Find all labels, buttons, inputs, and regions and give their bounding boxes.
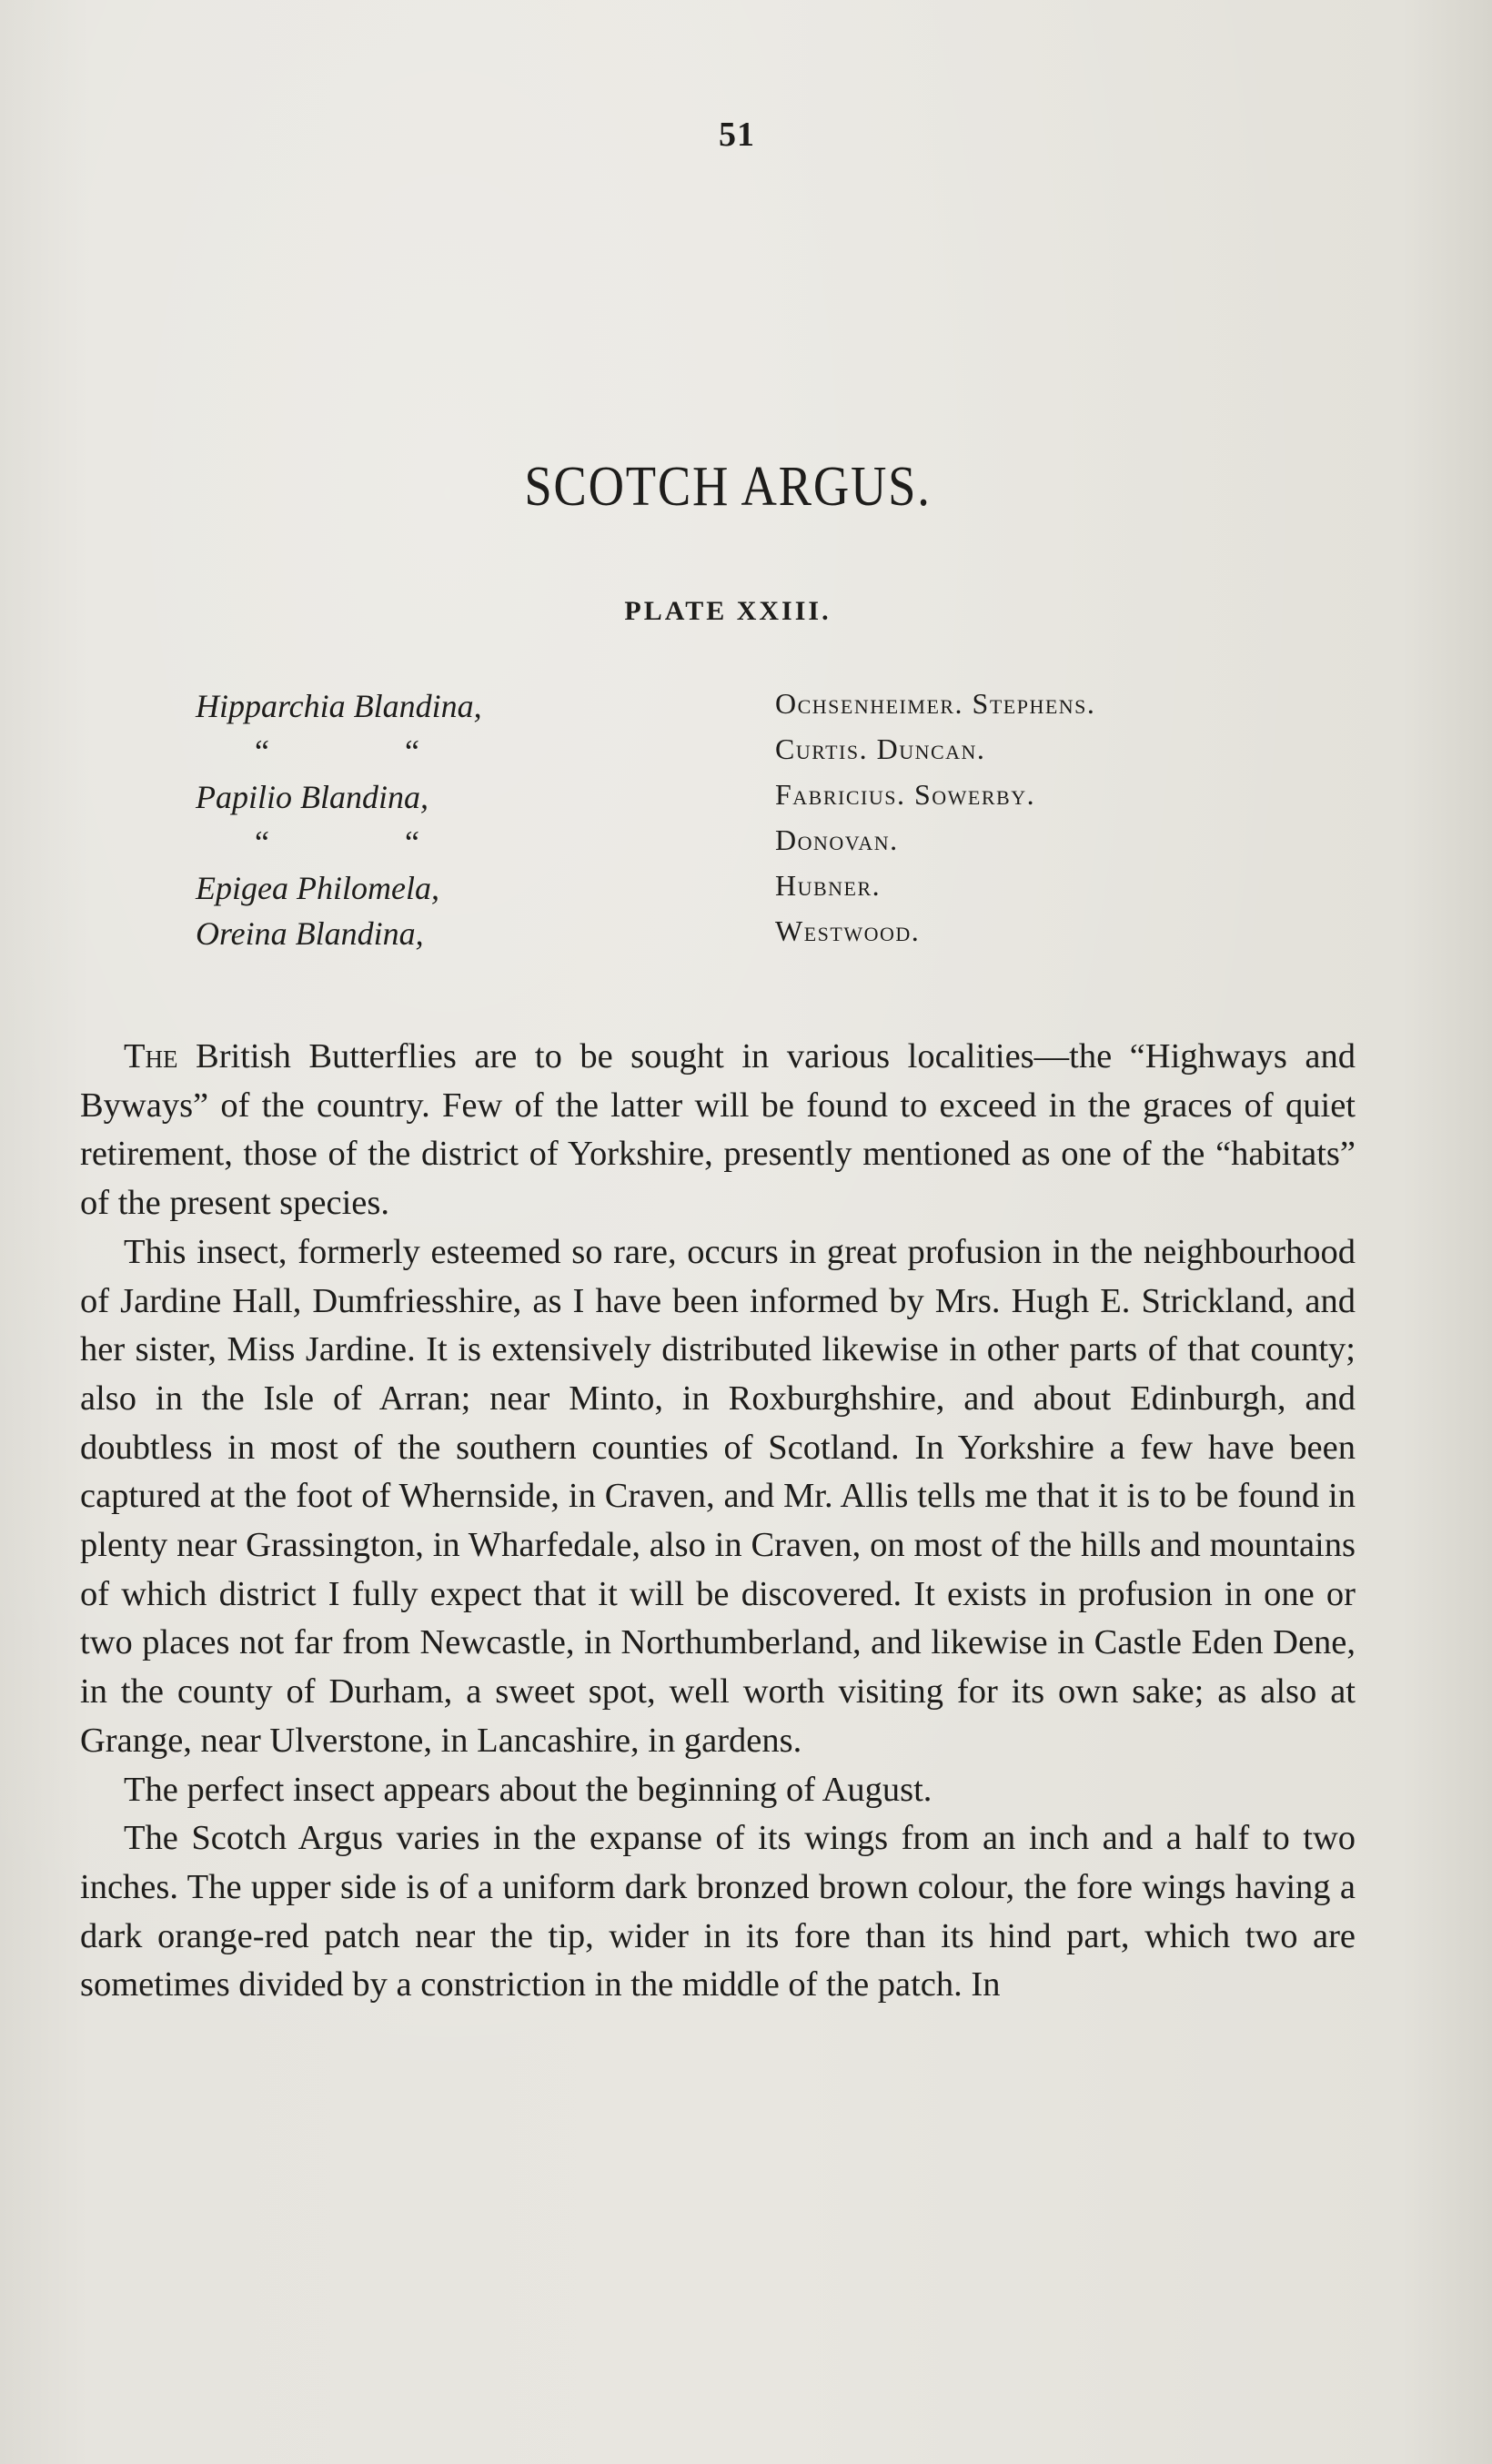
synonym-authority: Curtis. Duncan. bbox=[775, 732, 986, 765]
synonym-name: Hipparchia Blandina, bbox=[196, 688, 482, 724]
synonym-row bbox=[0, 732, 1492, 780]
paragraph-lead: The bbox=[124, 1037, 178, 1075]
synonym-row bbox=[0, 778, 1492, 825]
paragraph-text: This insect, formerly esteemed so rare, occurs in great profusion in the neighbourhood of Jardine Hall, Dumfriesshire, as I have been informed by Mrs. Hugh E. Strickland, and her sister, Miss Jardine. It is extensively distributed likewise in other parts of that county; also in the Isle of Arran; near Minto, in Roxburghshire, and about Edinburgh, and doubtless in most of the southern counties of Scotland. In Yorkshire a few have been captured at the foot of Whernside, in Craven, and Mr. Allis tells me that it is to be found in plenty near Grassington, in Wharfedale, also in Craven, on most of the hills and mountains of which district I fully expect that it will be discovered. It exists in profusion in one or two places not far from Newcastle, in Northumberland, and likewise in Castle Eden Dene, in the county of Durham, a sweet spot, well worth visiting for its own sake; as also at Grange, near Ulverstone, in Lancashire, in gardens. bbox=[80, 1232, 1356, 1760]
plate-label: PLATE XXIII. bbox=[624, 596, 832, 626]
synonym-authority: Westwood. bbox=[775, 914, 921, 947]
synonym-authority: Hubner. bbox=[775, 869, 882, 902]
ditto-mark: “ “ bbox=[255, 733, 483, 770]
synonym-authority: Ochsenheimer. Stephens. bbox=[775, 687, 1096, 720]
synonym-name: Epigea Philomela, bbox=[196, 870, 439, 906]
paragraph-text: The Scotch Argus varies in the expanse of its wings from an inch and a half to two inches. The upper side is of a uniform dark bronzed brown colour, the fore wings having a dark orange-red patch near the tip, wider in its fore than its hind part, which two are sometimes divided by a constriction in the middle of the patch. In bbox=[80, 1819, 1356, 2005]
synonym-row bbox=[0, 914, 1492, 962]
paragraph bbox=[80, 1033, 1356, 1228]
ditto-mark: “ “ bbox=[255, 824, 483, 861]
page-number: 51 bbox=[719, 116, 755, 154]
synonym-row bbox=[0, 687, 1492, 734]
synonym-name: Papilio Blandina, bbox=[196, 779, 428, 815]
synonym-row bbox=[0, 823, 1492, 871]
paragraph bbox=[80, 1228, 1356, 1766]
synonym-name: Oreina Blandina, bbox=[196, 915, 424, 952]
paragraph bbox=[80, 1814, 1356, 2010]
body-text bbox=[80, 1033, 1356, 2010]
paragraph-text: The perfect insect appears about the beginning of August. bbox=[124, 1770, 932, 1809]
paragraph-text: British Butterflies are to be sought in various localities—the “Highways and Byways” of the country. Few of the latter will be found to exceed in the graces of quiet retirement, those of the district of Yorkshire, presently mentioned as one of the “habitats” of the present species. bbox=[80, 1037, 1356, 1223]
paragraph bbox=[80, 1766, 1356, 1815]
page-title: SCOTCH ARGUS. bbox=[524, 456, 932, 518]
synonym-authority: Fabricius. Sowerby. bbox=[775, 778, 1036, 811]
synonym-row bbox=[0, 869, 1492, 916]
synonym-authority: Donovan. bbox=[775, 823, 899, 856]
